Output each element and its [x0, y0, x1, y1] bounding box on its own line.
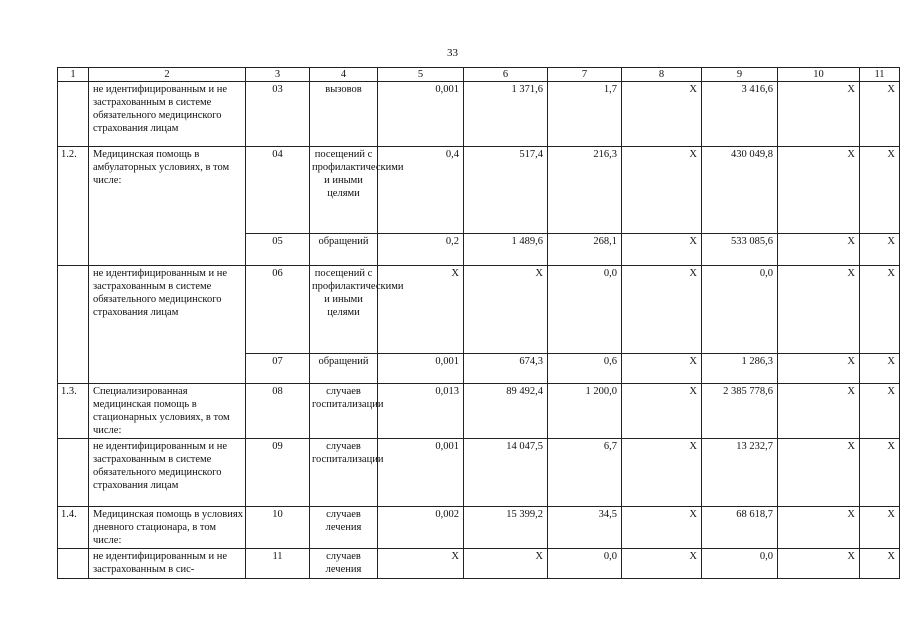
row-code: 10 [246, 507, 310, 549]
row-code: 06 [246, 266, 310, 354]
cell-col8: Х [622, 384, 702, 439]
column-header: 7 [548, 68, 622, 82]
column-header: 1 [58, 68, 89, 82]
cell-col5: 0,001 [378, 439, 464, 507]
cell-col11: Х [860, 234, 900, 266]
cell-col9: 430 049,8 [702, 147, 778, 234]
cell-col6: 674,3 [464, 354, 548, 384]
cell-col9: 1 286,3 [702, 354, 778, 384]
table-row [58, 147, 900, 234]
cell-col5: 0,4 [378, 147, 464, 234]
cell-col6: 14 047,5 [464, 439, 548, 507]
cell-col10: Х [778, 354, 860, 384]
page-number: 33 [447, 47, 458, 59]
cell-col8: Х [622, 439, 702, 507]
cell-col11: Х [860, 354, 900, 384]
cell-col7: 1,7 [548, 82, 622, 147]
cell-col7: 0,0 [548, 549, 622, 579]
data-table [57, 67, 900, 579]
row-unit: посещений с профилактическими и иными целями [310, 266, 378, 354]
cell-col7: 34,5 [548, 507, 622, 549]
cell-col8: Х [622, 147, 702, 234]
cell-col11: Х [860, 384, 900, 439]
cell-col11: Х [860, 549, 900, 579]
cell-col7: 6,7 [548, 439, 622, 507]
cell-col5: Х [378, 266, 464, 354]
column-header: 11 [860, 68, 900, 82]
row-code: 09 [246, 439, 310, 507]
row-number [58, 82, 89, 147]
row-number: 1.4. [58, 507, 89, 549]
column-header: 6 [464, 68, 548, 82]
cell-col6: 15 399,2 [464, 507, 548, 549]
cell-col10: Х [778, 82, 860, 147]
row-code: 05 [246, 234, 310, 266]
cell-col11: Х [860, 439, 900, 507]
cell-col6: 517,4 [464, 147, 548, 234]
row-unit: случаев лечения [310, 549, 378, 579]
column-header: 8 [622, 68, 702, 82]
header-row [58, 68, 900, 82]
cell-col9: 68 618,7 [702, 507, 778, 549]
row-number [58, 549, 89, 579]
cell-col11: Х [860, 507, 900, 549]
row-name: Медицинская помощь в амбулаторных условиях, в том числе: [89, 147, 246, 266]
cell-col8: Х [622, 266, 702, 354]
row-unit: обращений [310, 234, 378, 266]
cell-col10: Х [778, 234, 860, 266]
row-unit: посещений с профилактическими и иными целями [310, 147, 378, 234]
row-name: Медицинская помощь в условиях дневного стационара, в том числе: [89, 507, 246, 549]
cell-col10: Х [778, 266, 860, 354]
row-number [58, 266, 89, 384]
cell-col8: Х [622, 234, 702, 266]
row-code: 08 [246, 384, 310, 439]
row-name: не идентифицированным и не застрахованным в системе обязательного медицинского страхования лицам [89, 266, 246, 384]
cell-col7: 216,3 [548, 147, 622, 234]
cell-col10: Х [778, 507, 860, 549]
row-number [58, 439, 89, 507]
cell-col10: Х [778, 384, 860, 439]
column-header: 4 [310, 68, 378, 82]
table-row [58, 266, 900, 354]
row-name: Специализированная медицинская помощь в стационарных условиях, в том числе: [89, 384, 246, 439]
cell-col7: 0,0 [548, 266, 622, 354]
column-header: 2 [89, 68, 246, 82]
column-header: 10 [778, 68, 860, 82]
row-unit: обращений [310, 354, 378, 384]
cell-col9: 2 385 778,6 [702, 384, 778, 439]
cell-col9: 13 232,7 [702, 439, 778, 507]
cell-col10: Х [778, 439, 860, 507]
row-name: не идентифицированным и не застрахованным в системе обязательного медицинского страхования лицам [89, 82, 246, 147]
cell-col10: Х [778, 549, 860, 579]
row-code: 04 [246, 147, 310, 234]
cell-col11: Х [860, 82, 900, 147]
cell-col5: 0,013 [378, 384, 464, 439]
cell-col8: Х [622, 82, 702, 147]
row-code: 03 [246, 82, 310, 147]
column-header: 5 [378, 68, 464, 82]
table-row [58, 439, 900, 507]
cell-col5: 0,001 [378, 354, 464, 384]
row-unit: случаев лечения [310, 507, 378, 549]
row-unit: случаев госпитализации [310, 384, 378, 439]
cell-col9: 3 416,6 [702, 82, 778, 147]
row-unit: вызовов [310, 82, 378, 147]
cell-col6: 1 371,6 [464, 82, 548, 147]
row-unit: случаев госпитализации [310, 439, 378, 507]
cell-col7: 0,6 [548, 354, 622, 384]
row-number: 1.2. [58, 147, 89, 266]
row-name: не идентифицированным и не застрахованным в сис- [89, 549, 246, 579]
row-code: 07 [246, 354, 310, 384]
cell-col6: Х [464, 549, 548, 579]
cell-col10: Х [778, 147, 860, 234]
cell-col8: Х [622, 354, 702, 384]
cell-col5: Х [378, 549, 464, 579]
cell-col8: Х [622, 549, 702, 579]
row-code: 11 [246, 549, 310, 579]
table-row [58, 82, 900, 147]
cell-col5: 0,001 [378, 82, 464, 147]
cell-col5: 0,002 [378, 507, 464, 549]
cell-col9: 0,0 [702, 266, 778, 354]
cell-col11: Х [860, 266, 900, 354]
cell-col5: 0,2 [378, 234, 464, 266]
column-header: 3 [246, 68, 310, 82]
row-name: не идентифицированным и не застрахованным в системе обязательного медицинского страхования лицам [89, 439, 246, 507]
cell-col9: 533 085,6 [702, 234, 778, 266]
table-row [58, 549, 900, 579]
cell-col6: 1 489,6 [464, 234, 548, 266]
cell-col7: 1 200,0 [548, 384, 622, 439]
cell-col6: Х [464, 266, 548, 354]
cell-col6: 89 492,4 [464, 384, 548, 439]
cell-col9: 0,0 [702, 549, 778, 579]
row-number: 1.3. [58, 384, 89, 439]
column-header: 9 [702, 68, 778, 82]
cell-col8: Х [622, 507, 702, 549]
cell-col7: 268,1 [548, 234, 622, 266]
table-row [58, 507, 900, 549]
cell-col11: Х [860, 147, 900, 234]
table-row [58, 384, 900, 439]
